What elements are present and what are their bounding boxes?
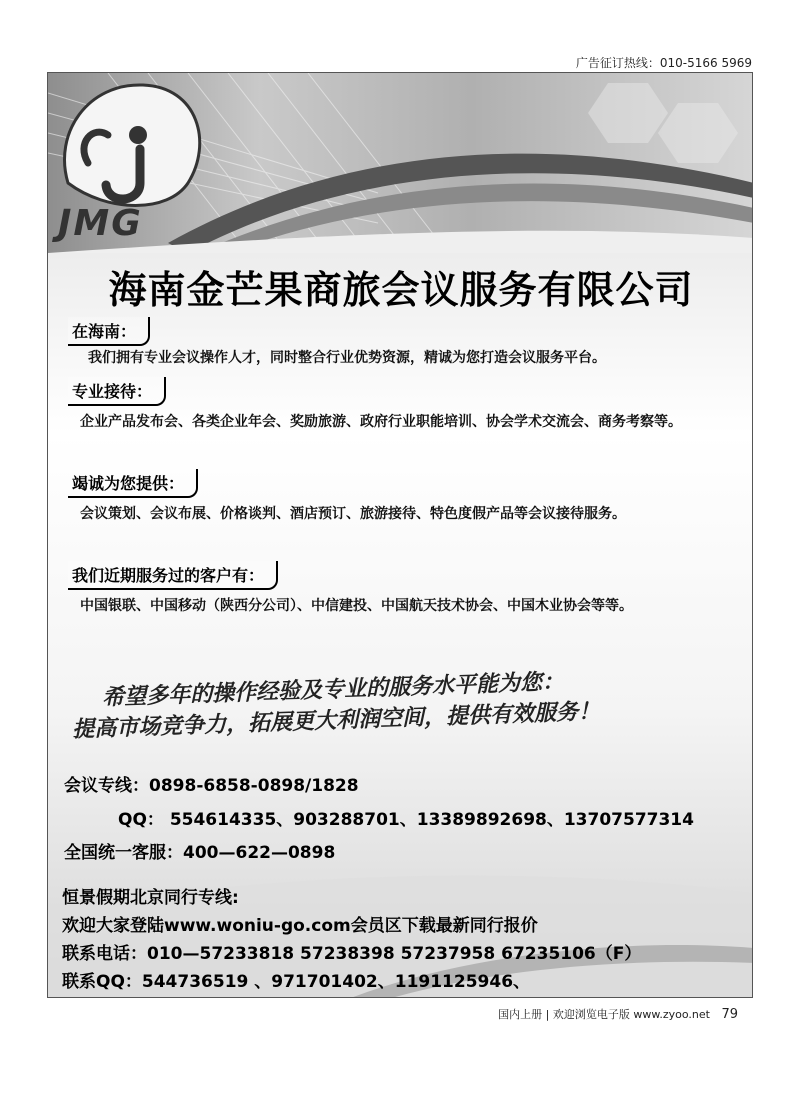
qq-numbers: QQ： 554614335、903288701、13389892698、13707577314 <box>118 810 694 830</box>
page-number: 79 <box>721 1007 738 1022</box>
section-body-reception: 企业产品发布会、各类企业年会、奖励旅游、政府行业职能培训、协会学术交流会、商务考察等。 <box>80 414 682 430</box>
contact-qq: 联系QQ：544736519 、971701402、1191125946、 <box>62 972 531 992</box>
customer-service: 全国统一客服：400—622—0898 <box>64 843 336 863</box>
footer-text: 国内上册 | 欢迎浏览电子版 www.zyoo.net <box>498 1008 710 1021</box>
section-body-clients: 中国银联、中国移动（陕西分公司）、中信建投、中国航天技术协会、中国木业协会等等。 <box>80 598 633 614</box>
contact-phone: 联系电话：010—57233818 57238398 57237958 67235106（F） <box>62 944 642 964</box>
section-body-hainan: 我们拥有专业会议操作人才，同时整合行业优势资源，精诚为您打造会议服务平台。 <box>88 350 606 366</box>
slogan-line-2: 提高市场竞争力，拓展更大利润空间，提供有效服务！ <box>71 698 601 743</box>
ad-hotline: 广告征订热线：010-5166 5969 <box>575 56 752 70</box>
company-name: 海南金芒果商旅会议服务有限公司 <box>108 268 694 312</box>
section-label-reception: 专业接待： <box>68 377 166 406</box>
meeting-hotline: 会议专线：0898-6858-0898/1828 <box>64 776 359 796</box>
advertisement-frame <box>47 72 753 998</box>
slogan-line-1: 希望多年的操作经验及专业的服务水平能为您： <box>101 668 565 711</box>
page-footer <box>498 1006 738 1022</box>
section-body-services: 会议策划、会议布展、价格谈判、酒店预订、旅游接待、特色度假产品等会议接待服务。 <box>80 506 626 522</box>
banner <box>48 73 753 253</box>
section-label-hainan: 在海南： <box>68 317 150 346</box>
section-label-clients: 我们近期服务过的客户有： <box>68 561 278 590</box>
logo-text: JMG <box>58 203 143 244</box>
download-notice: 欢迎大家登陆www.woniu-go.com会员区下载最新同行报价 <box>62 916 538 936</box>
beijing-line-title: 恒景假期北京同行专线: <box>62 888 239 908</box>
section-label-services: 竭诚为您提供： <box>68 469 198 498</box>
